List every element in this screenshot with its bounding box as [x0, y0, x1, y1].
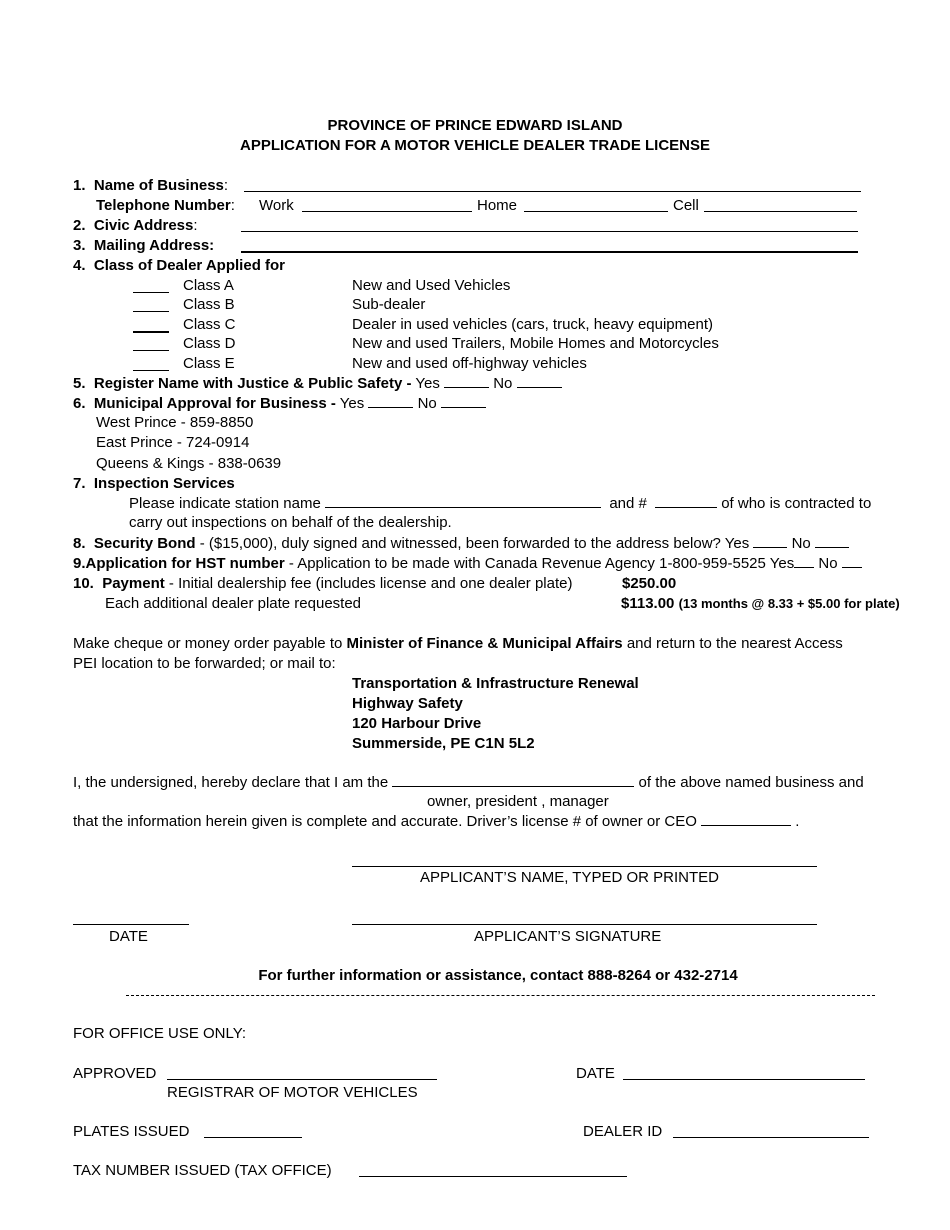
inspection-services-label: Inspection Services: [93, 475, 235, 492]
office-date-label: DATE: [576, 1065, 615, 1082]
question-10-row: [73, 575, 573, 593]
question-number: 7.: [73, 475, 86, 492]
question-7-row: [73, 475, 235, 493]
question-number: 1.: [73, 177, 86, 194]
office-west-prince: West Prince - 859-8850: [96, 414, 254, 431]
dealer-id-label: DEALER ID: [583, 1123, 663, 1140]
class-description: New and used off-highway vehicles: [352, 355, 587, 372]
security-bond-label: Security Bond: [93, 535, 196, 552]
question-number: 10.: [73, 575, 94, 592]
applicant-signature-label: APPLICANT’S SIGNATURE: [474, 928, 662, 945]
period: .: [795, 813, 800, 830]
class-description: New and Used Vehicles: [352, 277, 511, 294]
question-number: 9.: [73, 555, 86, 572]
yes-label: Yes: [415, 375, 440, 392]
declarant-role-field[interactable]: [392, 773, 634, 787]
question-number: 6.: [73, 395, 86, 412]
class-e-checkbox[interactable]: [133, 357, 169, 371]
hst-text: - Application to be made with Canada Revenue Agency 1-800-959-5525 Yes: [288, 555, 795, 572]
question-number: 2.: [73, 217, 86, 234]
hst-label: Application for HST number: [85, 555, 285, 572]
hst-no-field[interactable]: [842, 554, 862, 568]
cell-label: Cell: [673, 197, 699, 214]
yes-label: Yes: [339, 395, 365, 412]
payment-label: Payment: [102, 575, 165, 592]
station-name-field[interactable]: [325, 494, 601, 508]
mailing-address-label: Mailing Address:: [93, 237, 215, 254]
question-2-row: [73, 217, 198, 235]
station-name-label: Please indicate station name: [129, 495, 321, 512]
declaration-line-1: [73, 773, 864, 792]
declaration-text: that the information herein given is complete and accurate. Driver’s license # of owner or CEO: [73, 813, 697, 830]
security-bond-text: - ($15,000), duly signed and witnessed, been forwarded to the address below? Yes: [199, 535, 750, 552]
mailing-address-line: Highway Safety: [352, 695, 463, 712]
payment-text: Make cheque or money order payable to: [73, 635, 343, 652]
no-label: No: [818, 555, 838, 572]
class-description: Dealer in used vehicles (cars, truck, heavy equipment): [352, 316, 713, 333]
form-title: PROVINCE OF PRINCE EDWARD ISLAND: [327, 117, 623, 134]
plate-fee-note: (13 months @ 8.33 + $5.00 for plate): [678, 596, 900, 611]
telephone-row: [96, 197, 235, 215]
register-name-label: Register Name with Justice & Public Safety -: [93, 375, 412, 392]
home-label: Home: [477, 197, 518, 214]
plates-issued-label: PLATES ISSUED: [73, 1123, 190, 1140]
registrar-label: REGISTRAR OF MOTOR VEHICLES: [167, 1084, 418, 1101]
class-name: Class B: [183, 296, 235, 313]
plates-issued-field[interactable]: [204, 1124, 302, 1138]
dealer-id-field[interactable]: [673, 1124, 869, 1138]
divider: [126, 995, 875, 996]
question-6-row: [73, 394, 486, 413]
no-label: No: [417, 395, 437, 412]
approved-label: APPROVED: [73, 1065, 157, 1082]
question-number: 4.: [73, 257, 86, 274]
register-no-field[interactable]: [517, 374, 562, 388]
inspection-line: [129, 494, 871, 513]
mailing-address-line: Summerside, PE C1N 5L2: [352, 735, 535, 752]
declaration-text: I, the undersigned, hereby declare that I am the: [73, 774, 389, 791]
office-queens-kings: Queens & Kings - 838-0639: [96, 455, 282, 472]
class-b-checkbox[interactable]: [133, 298, 169, 312]
class-name: Class A: [183, 277, 234, 294]
home-phone-field[interactable]: [524, 198, 668, 212]
cell-phone-field[interactable]: [704, 198, 857, 212]
contract-label: of who is contracted to: [721, 495, 872, 512]
dealer-class-label: Class of Dealer Applied for: [93, 257, 286, 274]
municipal-no-field[interactable]: [441, 394, 486, 408]
additional-plate-text: Each additional dealer plate requested: [105, 595, 362, 612]
work-phone-field[interactable]: [302, 198, 472, 212]
question-3-row: [73, 237, 214, 255]
municipal-yes-field[interactable]: [368, 394, 413, 408]
no-label: No: [493, 375, 513, 392]
class-name: Class E: [183, 355, 235, 372]
form-subtitle: APPLICATION FOR A MOTOR VEHICLE DEALER TRADE LICENSE: [239, 137, 711, 154]
dealership-fee: $250.00: [622, 575, 677, 592]
question-9-row: [73, 554, 862, 573]
register-yes-field[interactable]: [444, 374, 489, 388]
tax-number-label: TAX NUMBER ISSUED (TAX OFFICE): [73, 1162, 332, 1179]
additional-plate-fee: $113.00: [621, 595, 675, 612]
declaration-text: of the above named business and: [638, 774, 864, 791]
question-number: 3.: [73, 237, 86, 254]
hst-yes-field[interactable]: [794, 554, 814, 568]
approved-field[interactable]: [167, 1066, 437, 1080]
class-a-checkbox[interactable]: [133, 279, 169, 293]
date-label: DATE: [109, 928, 148, 945]
municipal-approval-label: Municipal Approval for Business -: [93, 395, 336, 412]
role-options: owner, president , manager: [427, 793, 609, 810]
applicant-signature-line[interactable]: [352, 924, 817, 925]
question-number: 5.: [73, 375, 86, 392]
business-name-label: Name of Business: [93, 177, 224, 194]
question-1-row: [73, 177, 228, 195]
payment-text: and return to the nearest Access: [626, 635, 843, 652]
question-8-row: [73, 534, 849, 553]
no-label: No: [791, 535, 811, 552]
date-line[interactable]: [73, 924, 189, 925]
office-east-prince: East Prince - 724-0914: [96, 434, 250, 451]
additional-plate-fee-row: [621, 595, 900, 613]
inspection-line-2: carry out inspections on behalf of the dealership.: [129, 514, 452, 531]
bond-yes-field[interactable]: [753, 534, 787, 548]
office-use-title: FOR OFFICE USE ONLY:: [73, 1025, 247, 1042]
applicant-name-line[interactable]: [352, 866, 817, 867]
class-c-checkbox[interactable]: [133, 318, 169, 333]
question-number: 8.: [73, 535, 86, 552]
contact-info: For further information or assistance, contact 888-8264 or 432-2714: [258, 967, 738, 984]
colon: :: [193, 217, 198, 234]
colon: :: [230, 197, 235, 214]
payment-instructions: [73, 635, 843, 653]
class-description: Sub-dealer: [352, 296, 426, 313]
telephone-label: Telephone Number: [96, 197, 231, 214]
mailing-address-line: Transportation & Infrastructure Renewal: [352, 675, 639, 692]
declaration-line-2: [73, 812, 799, 831]
tax-number-field[interactable]: [359, 1163, 627, 1177]
class-description: New and used Trailers, Mobile Homes and Motorcycles: [352, 335, 719, 352]
class-name: Class C: [183, 316, 236, 333]
question-5-row: [73, 374, 562, 393]
question-4-row: [73, 257, 285, 275]
class-name: Class D: [183, 335, 236, 352]
bond-no-field[interactable]: [815, 534, 849, 548]
class-d-checkbox[interactable]: [133, 337, 169, 351]
payment-instructions-2: PEI location to be forwarded; or mail to:: [73, 655, 336, 672]
civic-address-field[interactable]: [241, 218, 858, 232]
office-date-field[interactable]: [623, 1066, 865, 1080]
civic-address-label: Civic Address: [93, 217, 194, 234]
drivers-license-field[interactable]: [701, 812, 791, 826]
mailing-address-line: 120 Harbour Drive: [352, 715, 482, 732]
payee-name: Minister of Finance & Municipal Affairs: [346, 635, 623, 652]
business-name-field[interactable]: [244, 178, 861, 192]
colon: :: [223, 177, 229, 194]
work-label: Work: [259, 197, 294, 214]
mailing-address-field[interactable]: [241, 238, 858, 253]
applicant-name-label: APPLICANT’S NAME, TYPED OR PRINTED: [420, 869, 719, 886]
payment-text: - Initial dealership fee (includes license and one dealer plate): [168, 575, 573, 592]
station-number-field[interactable]: [655, 494, 717, 508]
station-number-label: and #: [609, 495, 647, 512]
